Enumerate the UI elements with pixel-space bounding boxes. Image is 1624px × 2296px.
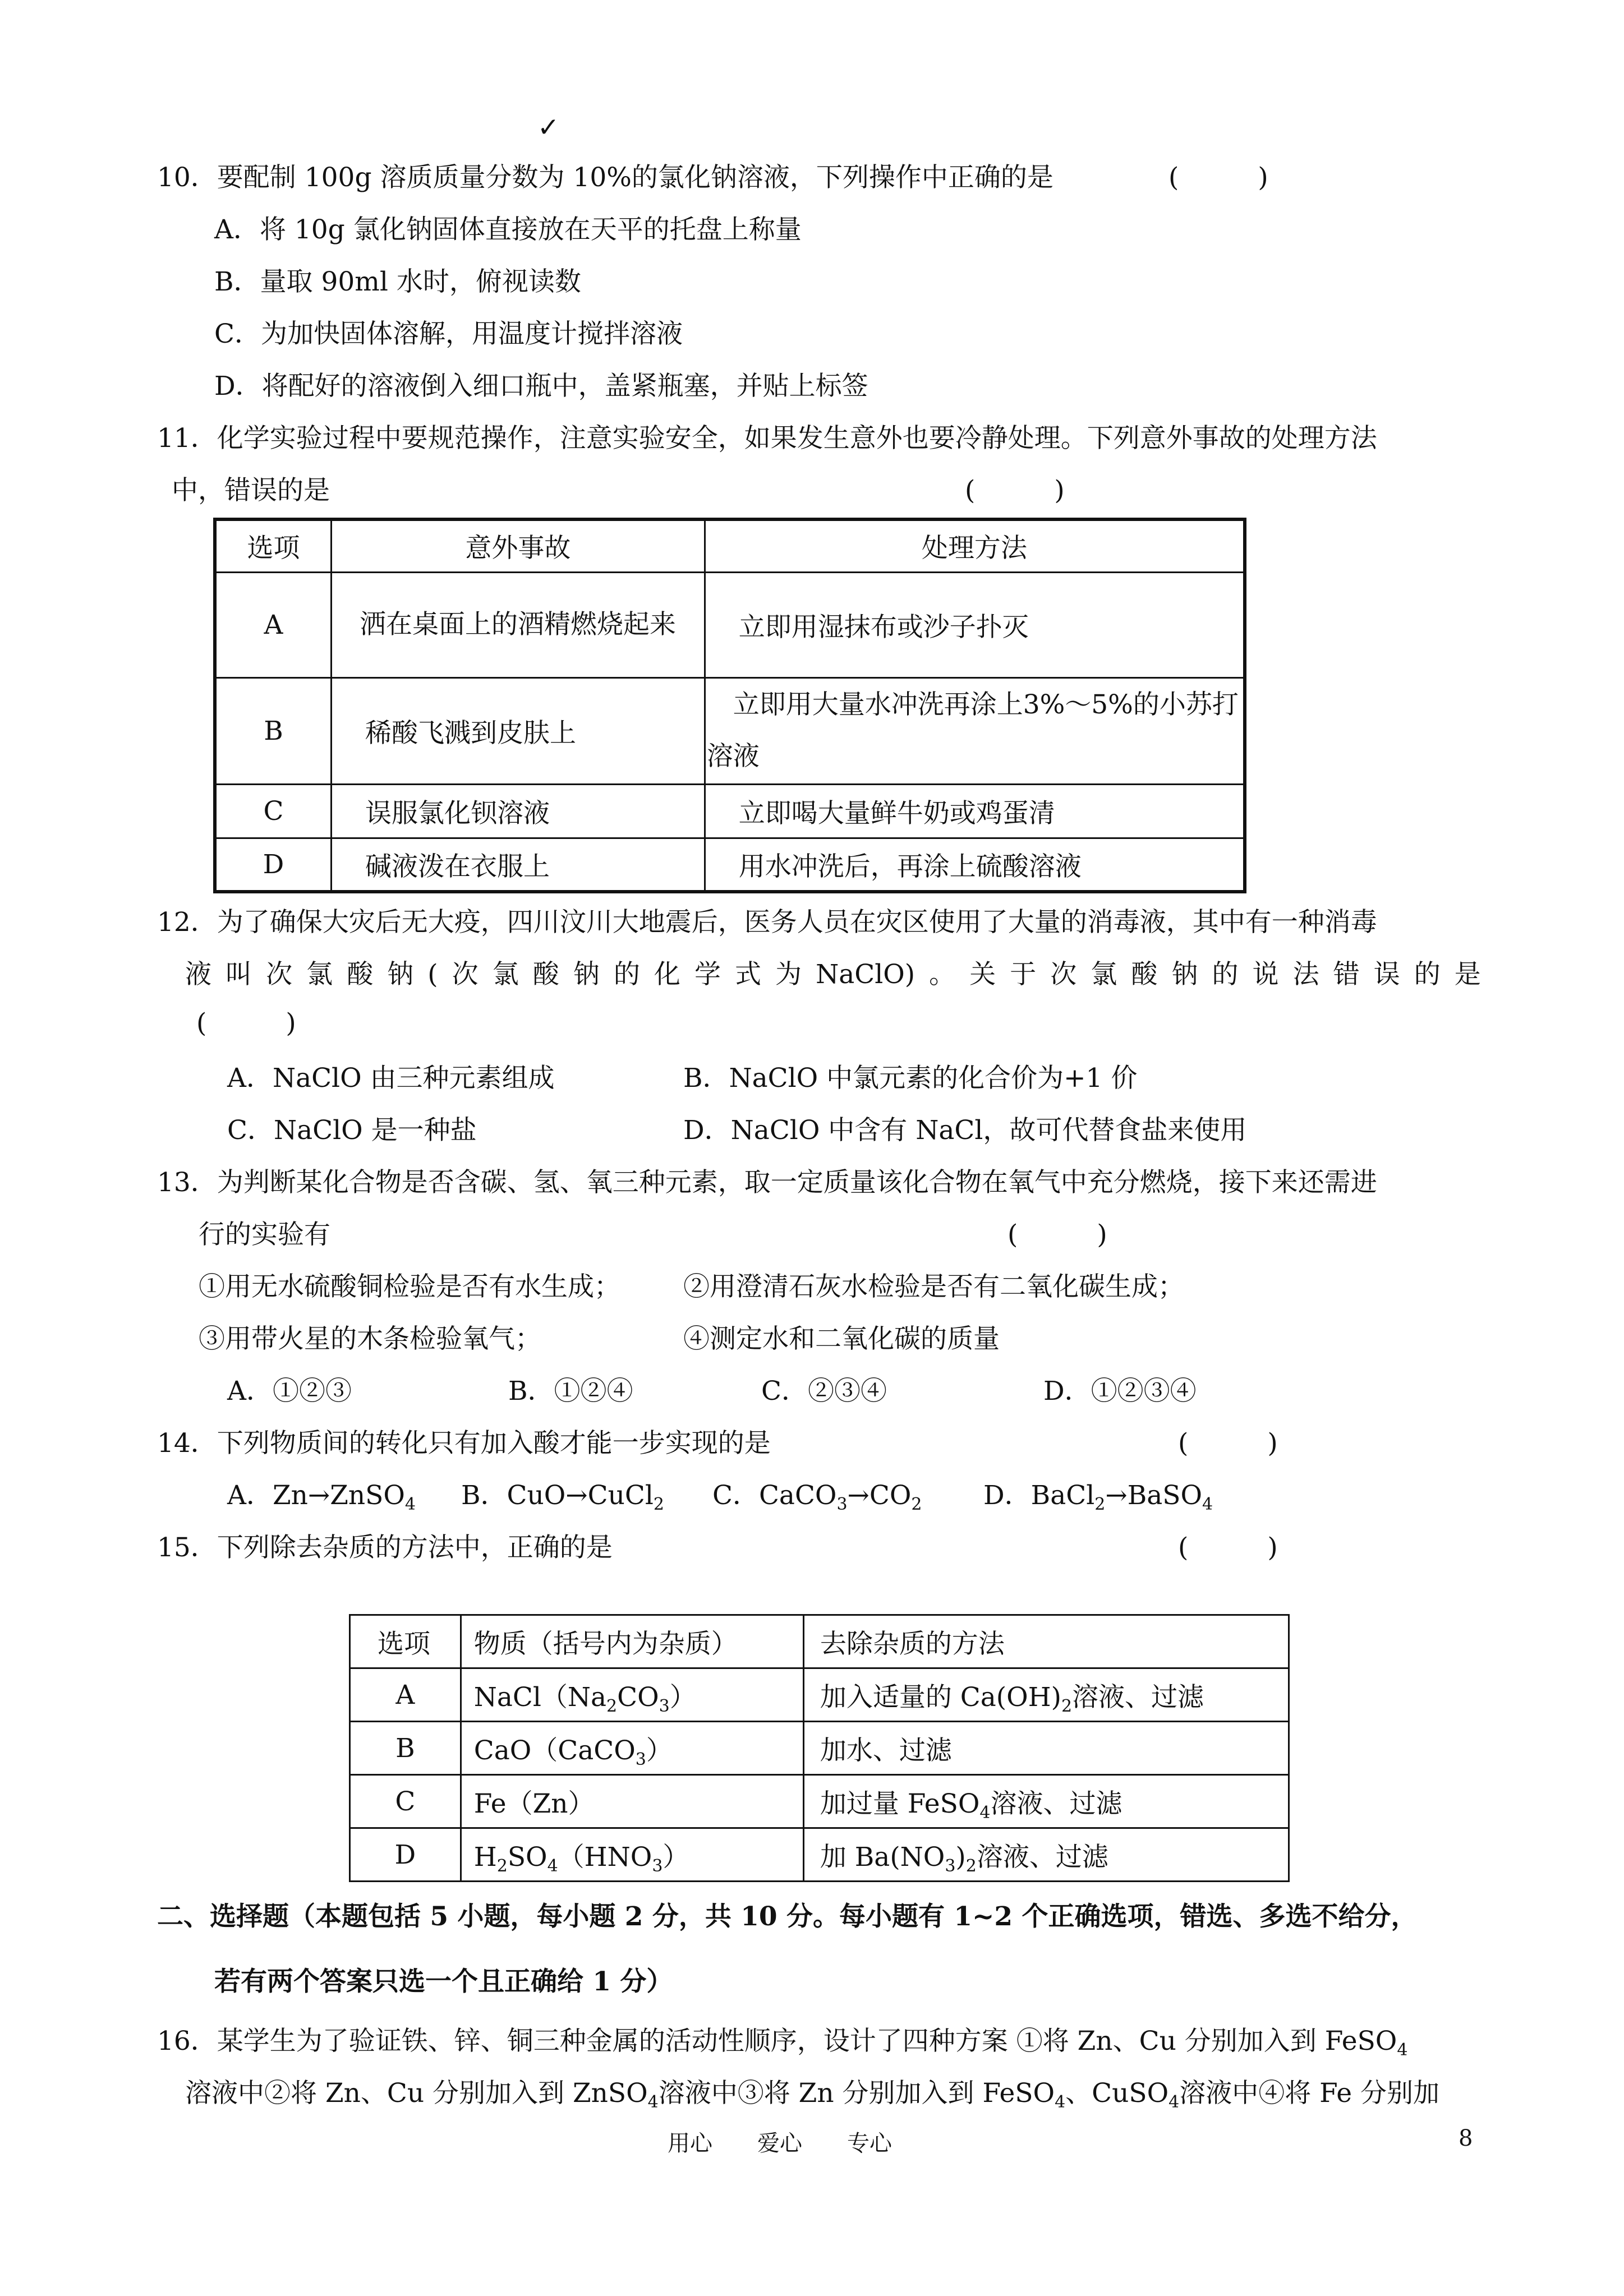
q10-option-c: C．为加快固体溶解，用温度计搅拌溶液 (214, 319, 683, 349)
q11-header-option: 选项 (215, 519, 331, 572)
q12-line2-token: 酸 (347, 959, 374, 990)
q15-header-method: 去除杂质的方法 (803, 1615, 1289, 1668)
q15-row-a-option: A (350, 1668, 461, 1722)
q15-c-s1: Fe（Zn） (473, 1788, 595, 1819)
q11-stem-line2: 中，错误的是 (172, 475, 330, 506)
q12-line2-token: 学 (694, 959, 721, 990)
q13-option-d: D．①②③④ (1043, 1376, 1197, 1407)
q16-l2-d: 溶液中④将 Fe 分别加 (1179, 2078, 1439, 2109)
q14-c-text2: →CO (847, 1480, 912, 1511)
q12-line2-token: 式 (735, 959, 761, 990)
q14-answer-blank: ( ) (1178, 1428, 1278, 1459)
q12-line2-token: 的 (613, 959, 640, 990)
q11-row-a-option: A (215, 572, 331, 677)
q11-row-b-accident: 稀酸飞溅到皮肤上 (331, 677, 705, 784)
q11-stem-line1: 11．化学实验过程中要规范操作，注意实验安全，如果发生意外也要冷静处理。下列意外事故的处理方法 (157, 423, 1377, 454)
q15-d-s7: ） (663, 1841, 689, 1873)
q11-row-c (215, 784, 1245, 838)
q15-a-s5: ） (669, 1681, 696, 1713)
q15-row-b-method (803, 1722, 1289, 1775)
q15-d-m5: 溶液、过滤 (976, 1841, 1108, 1873)
q12-line2-token: 误 (1373, 959, 1400, 990)
q12-line2-token: 氯 (492, 959, 519, 990)
q15-row-b-substance (461, 1722, 803, 1775)
q12-line2-token: 说 (1252, 959, 1279, 990)
q15-d-m4: 2 (965, 1856, 977, 1876)
q14-stem: 14．下列物质间的转化只有加入酸才能一步实现的是 (157, 1428, 771, 1459)
q15-table (349, 1614, 1290, 1882)
q12-line2-token: NaClO) (816, 959, 915, 990)
q12-line2-token: 液 (185, 959, 211, 990)
q15-d-s1: H (473, 1841, 497, 1873)
q16-l2-c: 、CuSO (1065, 2078, 1169, 2109)
q14-a-sub: 4 (404, 1495, 416, 1514)
q11-row-c-accident: 误服氯化钡溶液 (331, 784, 705, 838)
q12-line2-token: 酸 (532, 959, 559, 990)
q13-item-4: ④测定水和二氧化碳的质量 (683, 1324, 1000, 1354)
q15-row-c (350, 1775, 1289, 1828)
q13-stem-line1: 13．为判断某化合物是否含碳、氢、氧三种元素，取一定质量该化合物在氧气中充分燃烧，接下来还需进 (157, 1167, 1377, 1198)
q12-line2-token: 酸 (1131, 959, 1158, 990)
q16-l2-sub1: 4 (647, 2092, 659, 2112)
q11-row-a (215, 572, 1245, 677)
q13-item-1: ①用无水硫酸铜检验是否有水生成； (199, 1271, 620, 1302)
footer-motto: 用心 爱心 专心 (668, 2131, 892, 2156)
q15-row-d-substance (461, 1828, 803, 1882)
q15-a-s1: NaCl（Na (473, 1681, 607, 1713)
q13-option-a: A．①②③ (227, 1376, 352, 1407)
q16-l2-b: 溶液中③将 Zn 分别加入到 FeSO (658, 2078, 1055, 2109)
q15-d-s4: 4 (547, 1856, 558, 1876)
q15-row-a-method (803, 1668, 1289, 1722)
q15-row-d (350, 1828, 1289, 1882)
q12-line2-token: 氯 (1091, 959, 1117, 990)
q15-row-c-option: C (350, 1775, 461, 1828)
q11-table-header (215, 519, 1245, 572)
q15-a-m2: 2 (1061, 1696, 1073, 1716)
q12-stem-line2 (185, 958, 1481, 992)
q15-d-m1: 加 Ba(NO (820, 1841, 945, 1873)
q10-option-a: A．将 10g 氯化钠固体直接放在天平的托盘上称量 (214, 214, 802, 245)
q14-d-sub: 2 (1094, 1495, 1106, 1514)
q11-row-d-accident: 碱液泼在衣服上 (331, 838, 705, 892)
q15-header-option: 选项 (350, 1615, 461, 1668)
q12-line2-token: 次 (266, 959, 293, 990)
q14-c-sub: 3 (836, 1495, 848, 1514)
q11-row-d-option: D (215, 838, 331, 892)
q13-option-c: C．②③④ (761, 1376, 887, 1407)
q15-row-b (350, 1722, 1289, 1775)
q12-stem-line1: 12．为了确保大灾后无大疫，四川汶川大地震后，医务人员在灾区使用了大量的消毒液，其中有一种消毒 (157, 907, 1377, 938)
q15-c-m1: 加过量 FeSO (820, 1788, 980, 1819)
q12-line2-token: 化 (654, 959, 680, 990)
q11-row-c-option: C (215, 784, 331, 838)
q15-row-c-method (803, 1775, 1289, 1828)
q16-l2-sub2: 4 (1055, 2092, 1066, 2112)
q13-item-3: ③用带火星的木条检验氧气； (199, 1324, 541, 1354)
q15-row-b-option: B (350, 1722, 461, 1775)
q13-stem-line2: 行的实验有 (199, 1219, 330, 1250)
q12-line2-token: 钠 (573, 959, 600, 990)
q12-line2-token: 错 (1333, 959, 1360, 990)
q11-table (213, 518, 1246, 893)
q12-line2-token: 钠 (387, 959, 414, 990)
q12-line2-token: 次 (452, 959, 479, 990)
q12-option-c: C．NaClO 是一种盐 (227, 1115, 477, 1146)
q16-l2-a: 溶液中②将 Zn、Cu 分别加入到 ZnSO (185, 2078, 648, 2109)
q10-option-d: D．将配好的溶液倒入细口瓶中，盖紧瓶塞，并贴上标签 (214, 371, 868, 402)
q15-a-s2: 2 (606, 1696, 618, 1716)
section2-heading-line2: 若有两个答案只选一个且正确给 1 分） (214, 1966, 673, 1997)
q15-row-c-substance (461, 1775, 803, 1828)
q15-row-d-method (803, 1828, 1289, 1882)
q15-b-s2: 3 (635, 1749, 646, 1769)
q16-l2-sub3: 4 (1168, 2092, 1180, 2112)
q14-b-text: B．CuO→CuCl (461, 1480, 654, 1511)
q12-line2-token: 的 (1414, 959, 1441, 990)
q11-header-accident: 意外事故 (331, 519, 705, 572)
q14-d-sub2: 4 (1202, 1495, 1213, 1514)
q15-c-m3: 溶液、过滤 (990, 1788, 1122, 1819)
q12-line2-token: 是 (1454, 959, 1481, 990)
q15-table-header (350, 1615, 1289, 1668)
q11-row-b-method: 立即用大量水冲洗再涂上3%～5%的小苏打溶液 (705, 677, 1245, 784)
q12-option-d: D．NaClO 中含有 NaCl，故可代替食盐来使用 (683, 1115, 1247, 1146)
check-mark: ✓ (537, 112, 560, 143)
q12-line2-token: 氯 (306, 959, 333, 990)
q10-answer-blank: ( ) (1168, 162, 1268, 193)
q12-option-a: A．NaClO 由三种元素组成 (227, 1063, 555, 1094)
q15-d-m2: 3 (945, 1856, 956, 1876)
q12-line2-token: ( (427, 959, 438, 990)
q12-line2-token: 于 (1010, 959, 1037, 990)
q15-c-m2: 4 (979, 1802, 991, 1823)
q14-option-a (227, 1479, 416, 1513)
q11-row-d (215, 838, 1245, 892)
q12-line2-token: 钠 (1171, 959, 1198, 990)
q14-c-sub2: 2 (911, 1495, 922, 1514)
q15-a-s4: 3 (659, 1696, 670, 1716)
q15-row-d-option: D (350, 1828, 461, 1882)
q11-header-method: 处理方法 (705, 519, 1245, 572)
q13-item-2: ②用澄清石灰水检验是否有二氧化碳生成； (683, 1271, 1184, 1302)
q15-a-m3: 溶液、过滤 (1072, 1681, 1204, 1713)
q12-answer-blank: ( ) (196, 1008, 296, 1039)
q15-a-s3: CO (617, 1681, 659, 1713)
q11-row-b (215, 677, 1245, 784)
q15-row-a-substance (461, 1668, 803, 1722)
q11-row-b-option: B (215, 677, 331, 784)
q12-line2-token: 为 (775, 959, 802, 990)
q16-stem-line1 (157, 2025, 1407, 2058)
q15-d-s3: SO (507, 1841, 548, 1873)
q15-row-a (350, 1668, 1289, 1722)
q15-d-s2: 2 (496, 1856, 508, 1876)
q12-line2-token: 法 (1292, 959, 1319, 990)
q14-a-text: A．Zn→ZnSO (227, 1480, 405, 1511)
q12-line2-token: 叫 (226, 959, 252, 990)
q15-b-m1: 加水、过滤 (820, 1735, 952, 1766)
q13-option-b: B．①②④ (508, 1376, 633, 1407)
q11-row-c-method: 立即喝大量鲜牛奶或鸡蛋清 (705, 784, 1245, 838)
q12-line2-token: 次 (1050, 959, 1077, 990)
q15-b-s3: ） (646, 1735, 673, 1766)
q15-d-s6: 3 (652, 1856, 663, 1876)
q16-l1-text: 16．某学生为了验证铁、锌、铜三种金属的活动性顺序，设计了四种方案 ①将 Zn、Cu 分别加入到 FeSO (157, 2026, 1397, 2057)
q12-line2-token: 。 (929, 959, 956, 990)
q15-a-m1: 加入适量的 Ca(OH) (820, 1681, 1061, 1713)
q15-answer-blank: ( ) (1178, 1532, 1278, 1563)
q12-line2-token: 的 (1212, 959, 1239, 990)
q14-b-sub: 2 (653, 1495, 665, 1514)
q16-stem-line2 (185, 2077, 1439, 2110)
q14-option-b (461, 1479, 664, 1513)
q15-b-s1: CaO（CaCO (473, 1735, 636, 1766)
q11-row-a-accident: 洒在桌面上的酒精燃烧起来 (331, 572, 705, 677)
q15-header-substance: 物质（括号内为杂质） (461, 1615, 803, 1668)
q14-option-d (983, 1479, 1213, 1513)
q13-answer-blank: ( ) (1007, 1219, 1107, 1250)
q10-option-b: B．量取 90ml 水时，俯视读数 (214, 266, 581, 297)
q11-row-d-method: 用水冲洗后，再涂上硫酸溶液 (705, 838, 1245, 892)
page-number: 8 (1459, 2126, 1473, 2151)
q12-line2-token: 关 (969, 959, 996, 990)
q11-answer-blank: ( ) (965, 475, 1065, 506)
q14-c-text: C．CaCO (712, 1480, 837, 1511)
q14-option-c (712, 1479, 922, 1513)
q14-d-text2: →BaSO (1105, 1480, 1203, 1511)
q15-stem: 15．下列除去杂质的方法中，正确的是 (157, 1532, 613, 1563)
q14-d-text: D．BaCl (983, 1480, 1095, 1511)
q12-option-b: B．NaClO 中氯元素的化合价为+1 价 (683, 1063, 1138, 1094)
q16-l1-sub: 4 (1397, 2040, 1408, 2060)
q11-row-a-method: 立即用湿抹布或沙子扑灭 (705, 572, 1245, 677)
q15-d-s5: （HNO (558, 1841, 652, 1873)
section2-heading-line1: 二、选择题（本题包括 5 小题，每小题 2 分，共 10 分。每小题有 1~2 个正确选项，错选、多选不给分， (157, 1901, 1418, 1932)
q10-stem: 10．要配制 100g 溶质质量分数为 10%的氯化钠溶液，下列操作中正确的是 (157, 162, 1053, 193)
q15-d-m3: ) (955, 1841, 966, 1873)
